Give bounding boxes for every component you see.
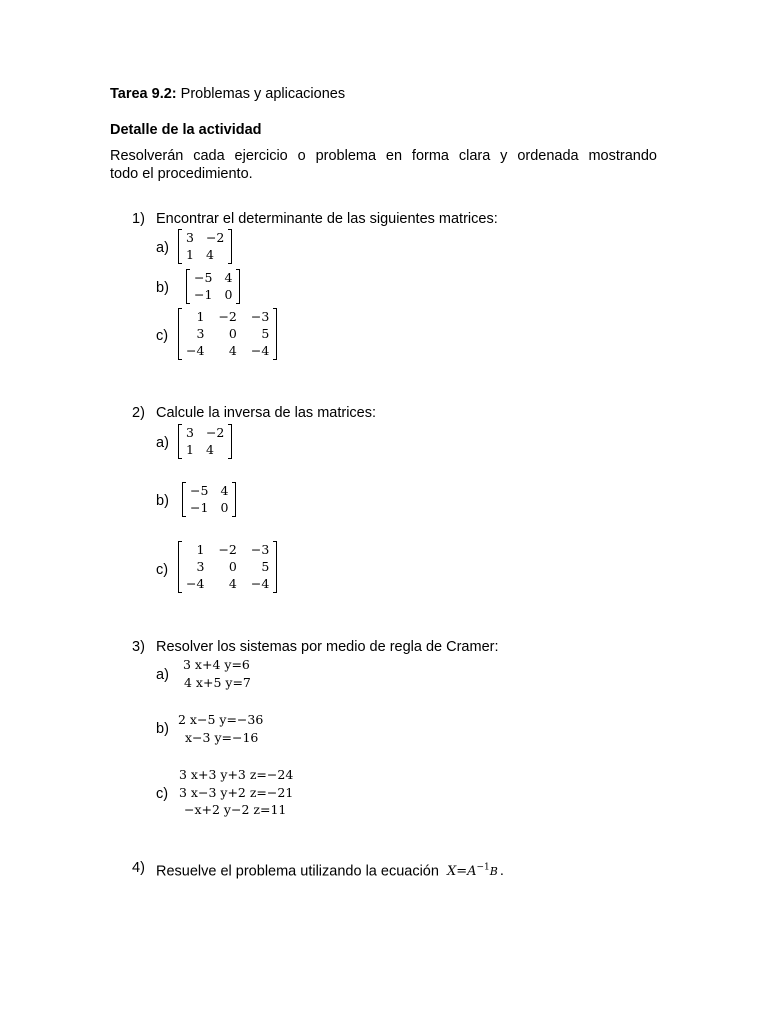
- matrix-cell: 0: [224, 287, 233, 302]
- question-4-text: [156, 859, 504, 881]
- equation-line: x−3 y=−16: [185, 729, 259, 745]
- q2-c-matrix: [178, 541, 277, 593]
- matrix-cell: −3: [250, 309, 270, 324]
- equation-line: 2 x−5 y=−36: [178, 712, 264, 727]
- matrix-cell: −1: [194, 287, 213, 302]
- task-title-label: Tarea 9.2:: [110, 86, 177, 102]
- q2-c-cells: [182, 541, 273, 593]
- q3-a-system: [183, 656, 251, 691]
- q3-b-label: b): [156, 721, 169, 737]
- q3-a-label: a): [156, 667, 169, 683]
- matrix-cell: 4: [220, 483, 229, 498]
- q1-a-matrix: [178, 229, 232, 264]
- matrix-cell: 4: [228, 343, 237, 358]
- q2-b-matrix: [182, 482, 236, 517]
- eq-x: X: [446, 864, 457, 880]
- q1-b-matrix: [186, 269, 240, 304]
- q3-c-label: c): [156, 786, 169, 802]
- activity-description: [110, 147, 657, 183]
- q2-c-label: c): [156, 562, 169, 578]
- question-4-number: 4): [132, 860, 145, 876]
- description-line-1: Resolverán cada ejercicio o problema en forma clara y ordenada mostrando: [110, 148, 657, 164]
- activity-heading: Detalle de la actividad: [110, 122, 262, 138]
- matrix-cell: −4: [186, 576, 205, 591]
- question-4-label: Resuelve el problema utilizando la ecuación: [156, 863, 439, 880]
- matrix-cell: −4: [250, 576, 270, 591]
- matrix-cell: −4: [186, 343, 205, 358]
- equation-line: 3 x+4 y=6: [183, 657, 250, 672]
- matrix-cell: 5: [261, 559, 270, 574]
- eq-equals: =: [456, 864, 468, 880]
- question-3-number: 3): [132, 639, 145, 655]
- matrix-cell: 4: [224, 270, 233, 285]
- matrix-cell: −1: [190, 500, 209, 515]
- q1-b-label: b): [156, 280, 169, 296]
- matrix-cell: 0: [220, 500, 229, 515]
- matrix-cell: −2: [218, 309, 237, 324]
- question-1-text: Encontrar el determinante de las siguientes matrices:: [156, 211, 498, 227]
- q2-a-cells: [182, 424, 228, 459]
- matrix-cell: 0: [228, 326, 237, 341]
- matrix-cell: 1: [186, 247, 194, 262]
- q1-a-label: a): [156, 240, 169, 256]
- eq-b: B: [489, 865, 498, 879]
- q3-c-system: [179, 766, 293, 819]
- q2-b-label: b): [156, 493, 169, 509]
- q1-c-matrix: [178, 308, 277, 360]
- q3-b-system: [178, 711, 263, 746]
- matrix-cell: −3: [250, 542, 270, 557]
- q4-period: .: [499, 863, 504, 880]
- equation-line: 3 x+3 y+3 z=−24: [179, 767, 294, 782]
- q1-c-cells: [182, 308, 273, 360]
- matrix-cell: −2: [205, 230, 225, 245]
- matrix-cell: 3: [196, 326, 205, 341]
- q2-a-matrix: [178, 424, 232, 459]
- matrix-cell: 1: [196, 309, 205, 324]
- question-3-text: Resolver los sistemas por medio de regla de Cramer:: [156, 639, 499, 655]
- matrix-cell: −5: [190, 483, 209, 498]
- matrix-cell: −5: [194, 270, 213, 285]
- question-1-number: 1): [132, 211, 145, 227]
- matrix-cell: 4: [205, 247, 214, 262]
- matrix-cell: 0: [228, 559, 237, 574]
- q1-a-cells: [182, 229, 228, 264]
- q4-equation: [447, 864, 498, 879]
- question-2-number: 2): [132, 405, 145, 421]
- matrix-cell: 1: [196, 542, 205, 557]
- matrix-cell: 3: [186, 230, 194, 245]
- question-2-text: Calcule la inversa de las matrices:: [156, 405, 377, 421]
- equation-line: 3 x−3 y+2 z=−21: [179, 784, 294, 800]
- matrix-cell: 4: [205, 442, 214, 457]
- matrix-cell: 4: [228, 576, 237, 591]
- matrix-cell: −2: [205, 425, 225, 440]
- task-title-text: Problemas y aplicaciones: [176, 86, 346, 102]
- matrix-cell: 3: [186, 425, 194, 440]
- eq-exponent: −1: [476, 863, 490, 873]
- q1-b-cells: [190, 269, 236, 304]
- equation-line: −x+2 y−2 z=11: [184, 802, 287, 817]
- description-line-2: todo el procedimiento.: [110, 166, 253, 182]
- matrix-cell: 1: [186, 442, 194, 457]
- q2-a-label: a): [156, 435, 169, 451]
- matrix-cell: −2: [218, 542, 237, 557]
- task-title: [110, 85, 345, 103]
- matrix-cell: 3: [196, 559, 205, 574]
- matrix-cell: −4: [250, 343, 270, 358]
- q1-c-label: c): [156, 328, 169, 344]
- matrix-cell: 5: [261, 326, 270, 341]
- equation-line: 4 x+5 y=7: [184, 674, 251, 690]
- eq-a: A: [467, 864, 477, 880]
- q2-b-cells: [186, 482, 232, 517]
